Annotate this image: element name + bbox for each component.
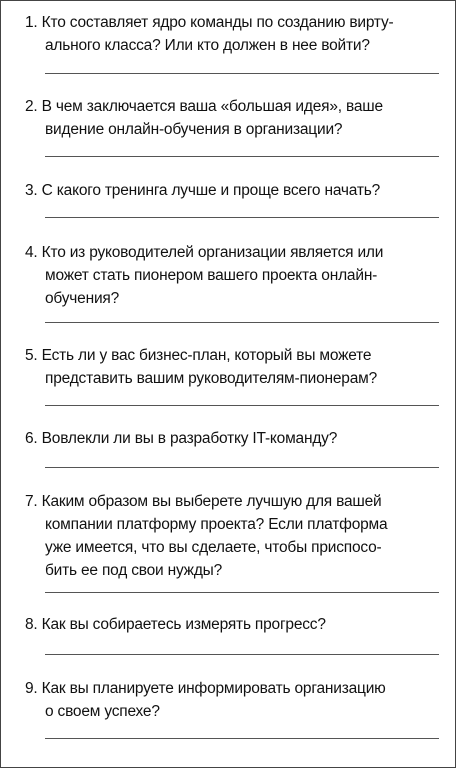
question-number: 2. [25,98,38,115]
question-number: 3. [25,182,38,199]
answer-line-1[interactable] [45,73,439,74]
answer-line-7[interactable] [45,592,439,593]
question-7 [25,490,435,582]
question-4 [25,241,435,310]
question-6-line-1 [25,427,435,450]
question-number: 6. [25,430,38,447]
answer-line-6[interactable] [45,467,439,468]
answer-line-8[interactable] [45,654,439,655]
question-5 [25,344,435,390]
question-number: 9. [25,680,38,697]
question-text: Вовлекли ли вы в разработку IT-команду? [41,430,338,447]
question-text: Кто из руководителей организации является или [41,244,384,261]
question-1-line-1 [25,11,435,34]
question-7-line-1 [25,490,435,513]
answer-line-5[interactable] [45,405,439,406]
answer-line-2[interactable] [45,156,439,157]
question-6 [25,427,435,450]
question-text: Кто составляет ядро команды по созданию вирту- [41,14,394,31]
question-number: 4. [25,244,38,261]
question-2-line-1 [25,95,435,118]
question-9 [25,677,435,723]
question-3 [25,179,435,202]
question-7-line-4: бить ее под свои нужды? [45,562,223,579]
question-8-line-1 [25,613,435,636]
question-4-line-2: может стать пионером вашего проекта онлайн- [45,267,378,284]
question-text: Каким образом вы выберете лучшую для вашей [41,493,382,510]
question-number: 8. [25,616,38,633]
question-1-line-2: ального класса? Или кто должен в нее войти? [45,37,370,54]
question-text: Есть ли у вас бизнес-план, который вы можете [41,347,372,364]
question-number: 5. [25,347,38,364]
question-8 [25,613,435,636]
answer-line-9[interactable] [45,738,439,739]
answer-line-4[interactable] [45,322,439,323]
question-text: Как вы планируете информировать организацию [41,680,386,697]
question-9-line-1 [25,677,435,700]
question-7-line-2: компании платформу проекта? Если платформа [45,516,388,533]
question-9-line-2: о своем успехе? [45,703,160,720]
question-number: 7. [25,493,38,510]
question-7-line-3: уже имеется, что вы сделаете, чтобы приспосо- [45,539,382,556]
question-4-line-3: обучения? [45,290,120,307]
question-3-line-1 [25,179,435,202]
question-text: С какого тренинга лучше и проще всего начать? [41,182,381,199]
question-1 [25,11,435,57]
question-number: 1. [25,14,38,31]
question-5-line-1 [25,344,435,367]
question-5-line-2: представить вашим руководителям-пионерам? [45,370,378,387]
question-4-line-1 [25,241,435,264]
question-text: В чем заключается ваша «большая идея», ваше [41,98,383,115]
question-text: Как вы собираетесь измерять прогресс? [41,616,326,633]
answer-line-3[interactable] [45,217,439,218]
question-2 [25,95,435,141]
question-2-line-2: видение онлайн-обучения в организации? [45,121,343,138]
